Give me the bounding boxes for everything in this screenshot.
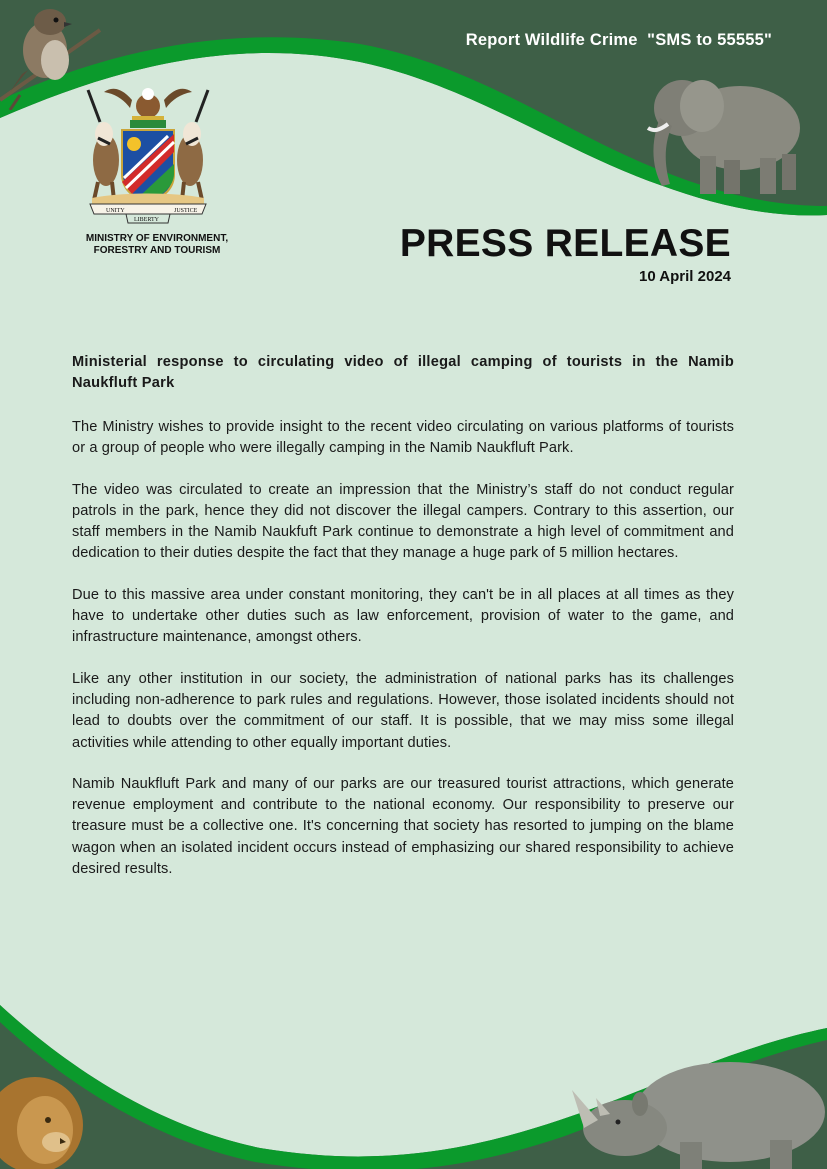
ministry-name (72, 233, 242, 257)
body-paragraph: The Ministry wishes to provide insight to the recent video circulating on various platforms of tourists or a group of people who were illegally camping in the Namib Naukfluft Park. (72, 419, 734, 457)
report-wildlife-crime-hotline: Report Wildlife Crime "SMS to 55555" (465, 31, 772, 49)
press-release-date: 10 April 2024 (639, 268, 731, 285)
namibia-coat-of-arms-icon (82, 82, 214, 224)
press-release-headline: Ministerial response to circulating video of illegal camping of tourists in the Namib Naukfluft Park (72, 354, 734, 391)
body-paragraph: Namib Naukfluft Park and many of our parks are our treasured tourist attractions, which generate revenue employment and contribute to the national economy. Our responsibility to preserve our treasure must be a collective one. It's concerning that society has resorted to jumping on the blame wagon when an isolated incident occurs instead of emphasizing our shared responsibility to achieve desired results. (72, 775, 734, 878)
rhino-image (570, 1050, 827, 1169)
motto-liberty: LIBERTY (134, 217, 159, 223)
elephant-image (640, 68, 810, 198)
ministry-name-line1: MINISTRY OF ENVIRONMENT, (85, 233, 229, 244)
body-paragraph: Like any other institution in our society, the administration of national parks has its challenges including non-adherence to park rules and regulations. However, those isolated incidents should not lead to doubts over the commitment of our staff. It is possible, that we may miss some illegal activities while attending to other equally important duties. (72, 670, 734, 751)
motto-justice: JUSTICE (174, 208, 198, 214)
body-paragraph: The video was circulated to create an impression that the Ministry’s staff do not conduct regular patrols in the park, hence they did not discover the illegal campers. Contrary to this assertion, our staff members in the Namib Naukfuft Park continue to demonstrate a high level of commitment and dedication to their duties despite the fact that they manage a huge park of 5 million hectares. (72, 481, 734, 562)
press-release-body (72, 352, 734, 900)
body-paragraph: Due to this massive area under constant monitoring, they can't be in all places at all times as they have to undertake other duties such as law enforcement, provision of water to the game, and infrastructure maintenance, amongst others. (72, 586, 734, 646)
ministry-name-line2: FORESTRY AND TOURISM (93, 245, 221, 256)
motto-unity: UNITY (106, 208, 125, 214)
press-release-title: PRESS RELEASE (399, 222, 731, 265)
lion-image (0, 1070, 95, 1169)
